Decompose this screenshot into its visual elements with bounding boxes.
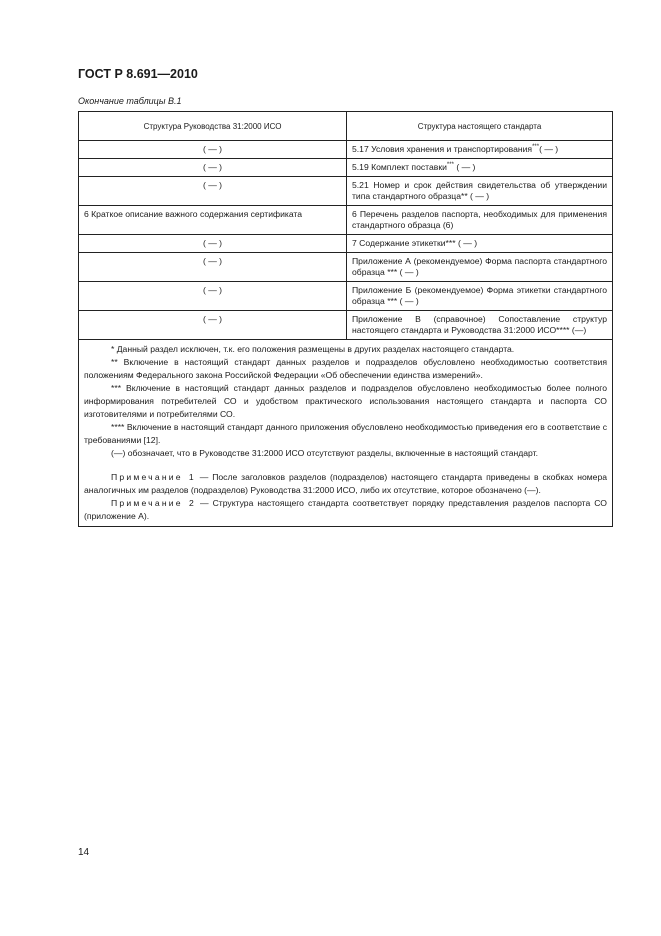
column-header-iso: Структура Руководства 31:2000 ИСО: [79, 112, 347, 141]
iso-cell: ( — ): [79, 177, 347, 206]
note-label: Примечание 1: [111, 472, 196, 482]
comparison-table: [78, 111, 613, 527]
note-label: Примечание 2: [111, 498, 196, 508]
column-header-standard: Структура настоящего стандарта: [347, 112, 613, 141]
standard-cell: 7 Содержание этикетки*** ( — ): [347, 235, 613, 253]
standard-cell: Приложение А (рекомендуемое) Форма паспорта стандартного образца *** ( — ): [347, 253, 613, 282]
standard-cell: 5.19 Комплект поставки*** ( — ): [347, 159, 613, 177]
standard-cell: Приложение В (справочное) Сопоставление структур настоящего стандарта и Руководства 31:2000 ИСО**** (—): [347, 311, 613, 340]
standard-cell: 5.21 Номер и срок действия свидетельства об утверждении типа стандартного образца** ( — ): [347, 177, 613, 206]
page-number: 14: [78, 847, 90, 858]
table-row: [79, 282, 613, 311]
footnote: **** Включение в настоящий стандарт данного приложения обусловлено необходимостью приведения его в соответствие с требованиями [12].: [84, 422, 607, 445]
document-header: ГОСТ Р 8.691—2010: [78, 67, 198, 81]
standard-cell: 5.17 Условия хранения и транспортирования***( — ): [347, 141, 613, 159]
table-row: [79, 253, 613, 282]
iso-cell: ( — ): [79, 141, 347, 159]
iso-cell: ( — ): [79, 311, 347, 340]
standard-cell: 6 Перечень разделов паспорта, необходимых для применения стандартного образца (6): [347, 206, 613, 235]
footnote: *** Включение в настоящий стандарт данных разделов и подразделов обусловлено необходимостью более полного информирования потребителей СО и удобством практического использования настоящего стандарта и паспорта СО изготовителями и потребителями СО.: [84, 383, 607, 419]
footnote: ** Включение в настоящий стандарт данных разделов и подразделов обусловлено необходимостью соответствия положениям Федерального закона Российской Федерации «Об обеспечении единства измерений».: [84, 357, 607, 380]
iso-cell: ( — ): [79, 235, 347, 253]
standard-cell: Приложение Б (рекомендуемое) Форма этикетки стандартного образца *** ( — ): [347, 282, 613, 311]
iso-cell: ( — ): [79, 253, 347, 282]
iso-cell: 6 Краткое описание важного содержания сертификата: [79, 206, 347, 235]
table-caption: Окончание таблицы В.1: [78, 96, 182, 106]
footnote: * Данный раздел исключен, т.к. его положения размещены в других разделах настоящего стандарта.: [111, 344, 515, 354]
note-2: Примечание 2 — Структура настоящего стандарта соответствует порядку представления разделов паспорта СО (приложение А).: [84, 498, 607, 521]
iso-cell: ( — ): [79, 159, 347, 177]
notes-row: [79, 340, 613, 527]
table-row: [79, 159, 613, 177]
table-row: [79, 311, 613, 340]
iso-cell: ( — ): [79, 282, 347, 311]
footnotes-block: [79, 340, 613, 527]
table-header-row: [79, 112, 613, 141]
note-1: Примечание 1 — После заголовков разделов (подразделов) настоящего стандарта приведены в скобках номера аналогичных им разделов (подразделов) Руководства 31:2000 ИСО, либо их отсутствие, которое обозначено (—).: [84, 472, 608, 495]
footnote: (—) обозначает, что в Руководстве 31:2000 ИСО отсутствуют разделы, включенные в настоящий стандарт.: [111, 448, 538, 458]
table-row: [79, 141, 613, 159]
table-row: [79, 177, 613, 206]
table-row: [79, 206, 613, 235]
table-row: [79, 235, 613, 253]
